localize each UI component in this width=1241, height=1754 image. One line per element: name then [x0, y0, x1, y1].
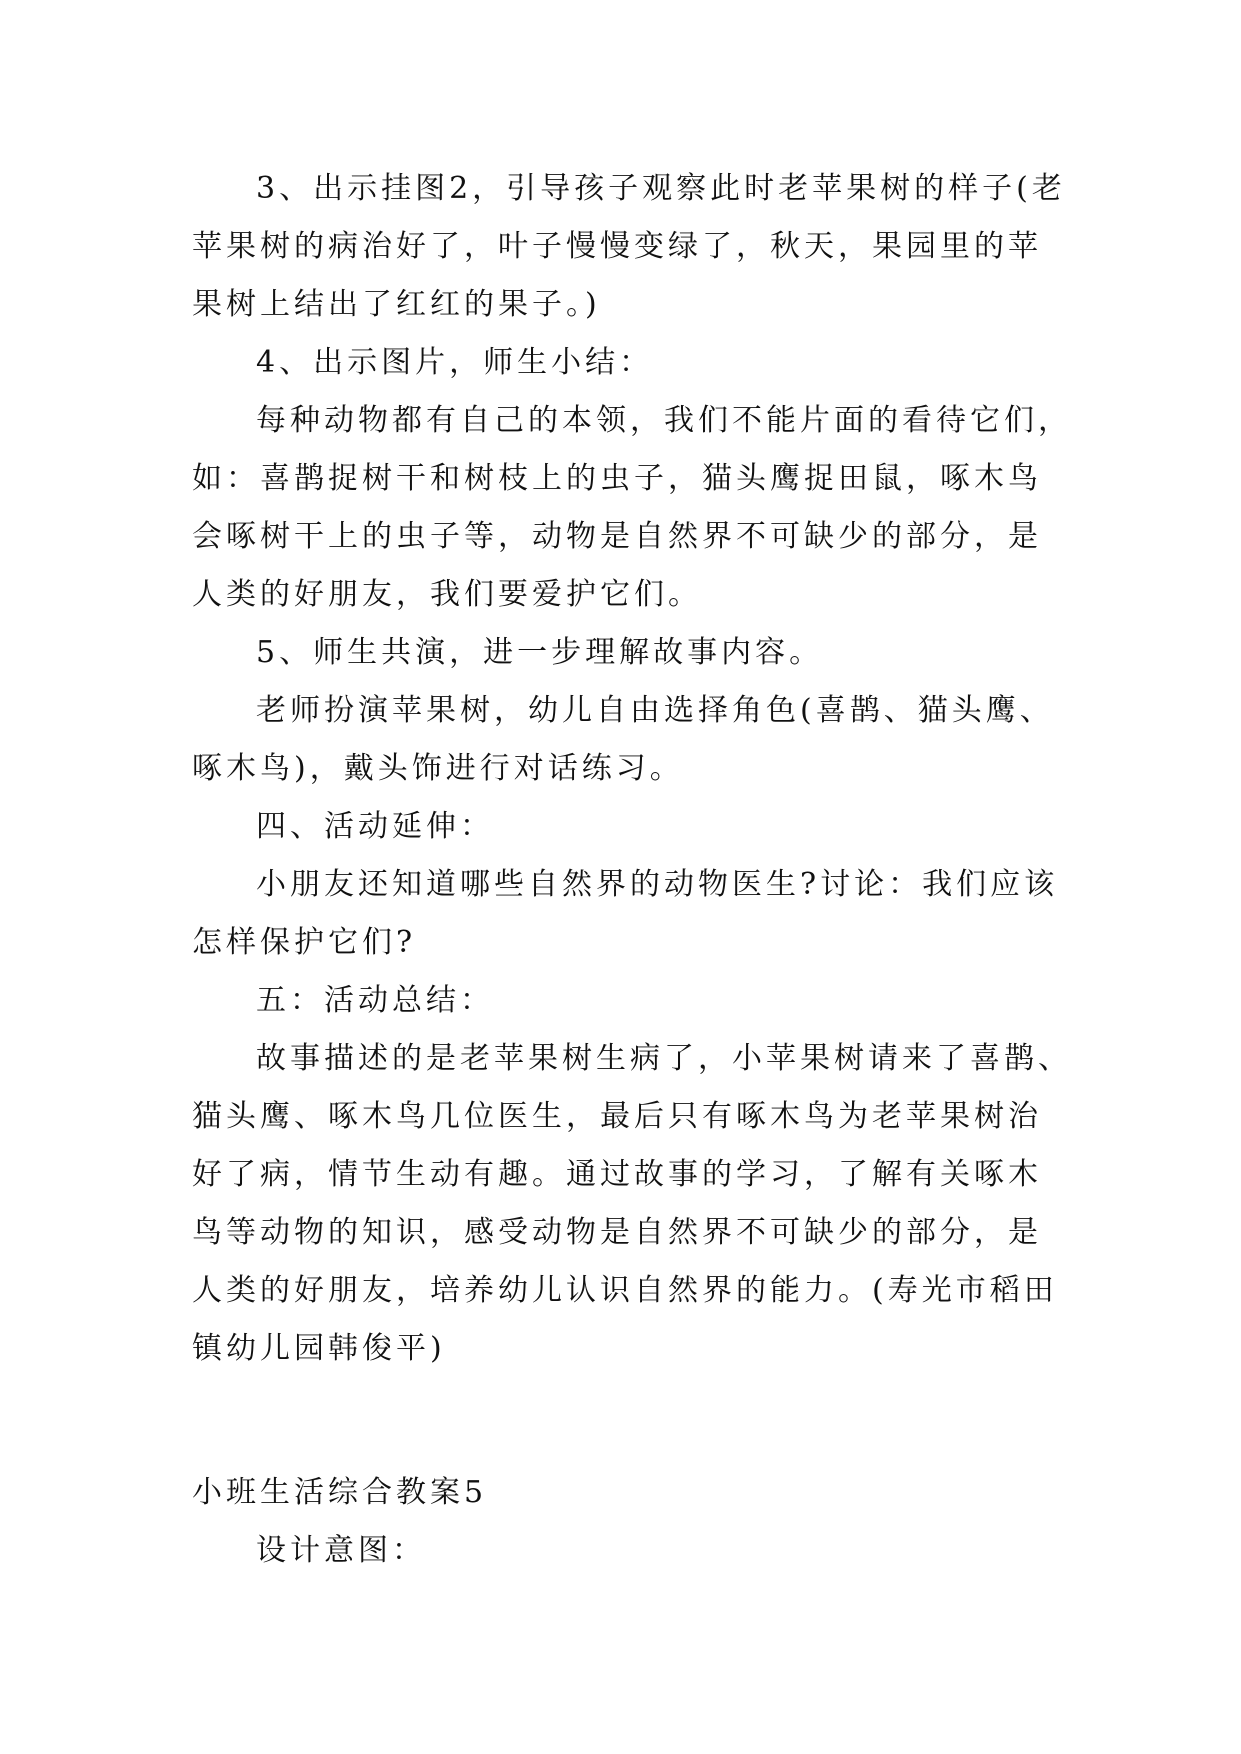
paragraph-design-intent: 设计意图： — [256, 1533, 426, 1568]
document-page — [192, 160, 1072, 1580]
paragraph-roleplay: 老师扮演苹果树，幼儿自由选择角色(喜鹊、猫头鹰、啄木鸟)，戴头饰进行对话练习。 — [192, 693, 1054, 786]
paragraph-conclusion: 故事描述的是老苹果树生病了，小苹果树请来了喜鹊、猫头鹰、啄木鸟几位医生，最后只有啄木鸟为老苹果树治好了病，情节生动有趣。通过故事的学习，了解有关啄木鸟等动物的知识，感受动物是自然界不可缺少的部分，是人类的好朋友，培养幼儿认识自然界的能力。(寿光市稻田镇幼儿园韩俊平) — [192, 1041, 1072, 1366]
paragraph-step-5: 5、师生共演，进一步理解故事内容。 — [256, 635, 824, 670]
paragraph-summary: 每种动物都有自己的本领，我们不能片面的看待它们，如：喜鹊捉树干和树枝上的虫子，猫头鹰捉田鼠，啄木鸟会啄树干上的虫子等，动物是自然界不可缺少的部分，是人类的好朋友，我们要爱护它们。 — [192, 403, 1072, 612]
paragraph-step-3: 3、出示挂图2，引导孩子观察此时老苹果树的样子(老苹果树的病治好了，叶子慢慢变绿了，秋天，果园里的苹果树上结出了红红的果子。) — [192, 171, 1066, 322]
paragraph-conclusion-heading: 五：活动总结： — [256, 983, 494, 1018]
paragraph-extension-heading: 四、活动延伸： — [256, 809, 494, 844]
section-title: 小班生活综合教案5 — [192, 1475, 488, 1510]
paragraph-extension: 小朋友还知道哪些自然界的动物医生?讨论：我们应该怎样保护它们? — [192, 867, 1059, 960]
paragraph-step-4: 4、出示图片，师生小结： — [256, 345, 654, 380]
